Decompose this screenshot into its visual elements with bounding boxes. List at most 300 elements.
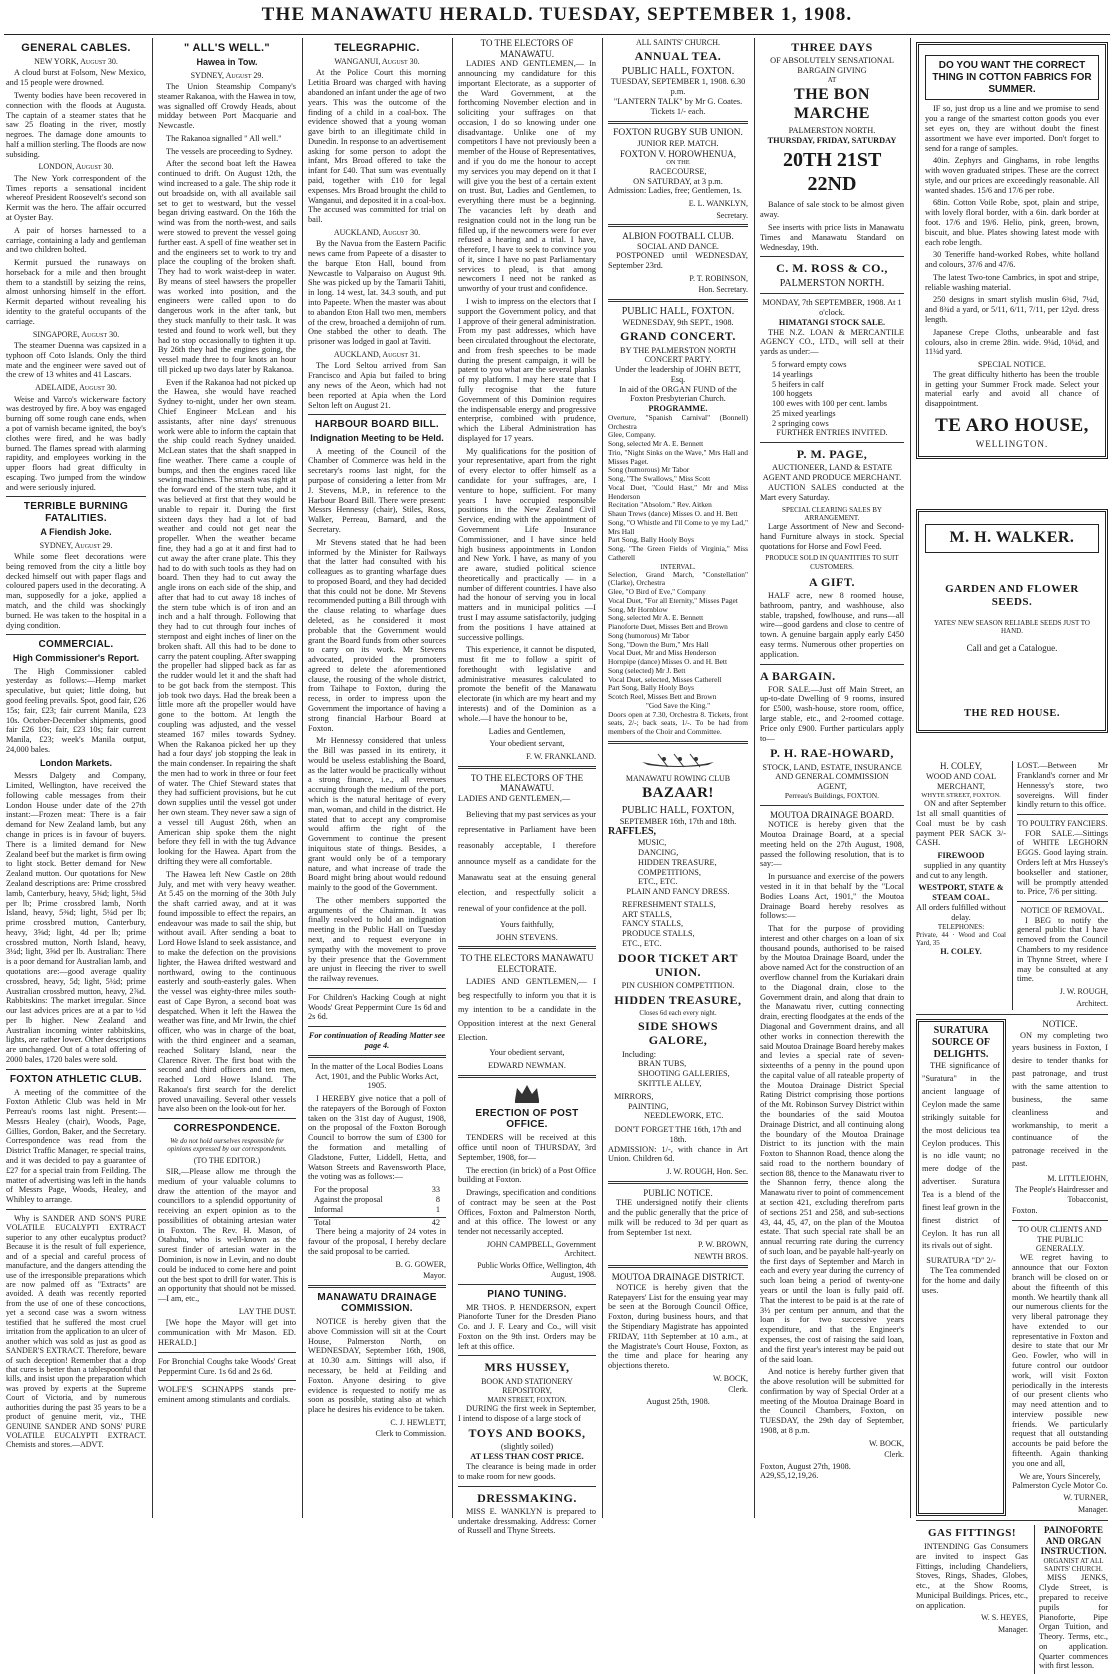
ad-list [608, 838, 748, 887]
sale-date: 22ND [807, 172, 857, 195]
subheading-london-markets: London Markets. [39, 757, 112, 768]
paragraph: NOTICE is hereby given that the Ratepayers' List for the ensuing year may be seen at the Borough Council Office, Foxton, during business hours, and that the Stipendiary Magistrate has appointed FRIDAY, 11th September at 10 a.m., at the Magistrate's Court House, Foxton, as the time and place for hearing any objections thereto. [608, 1282, 748, 1371]
ad-subtitle: BY THE PALMERSTON NORTH CONCERT PARTY. [620, 345, 736, 365]
ad-title-pianoforte: PAINOFORTE AND ORGAN INSTRUCTION. [1040, 1525, 1107, 1557]
ad-code: A29,S5,12,19,26. [760, 1471, 819, 1481]
list-item: SKITTLE ALLEY, [638, 1078, 702, 1088]
ad-text: Doors open at 7.30, Orchestra 8. Tickets, front seats, 2/-; back seats, 1/-. To be had from members of the Choir and Committee. [608, 709, 748, 736]
divider [760, 293, 904, 294]
signature: Public Works Office, Wellington, 4th August, 1908. [477, 1260, 596, 1280]
phone-yard: Wood and Coal Yard, 35 [916, 930, 1006, 948]
divider [6, 634, 146, 635]
divider [458, 766, 596, 769]
piano-ad [1034, 1525, 1108, 1674]
ad-subtitle: BOOK AND STATIONERY REPOSITORY, [481, 1376, 573, 1396]
ad-subtitle: STOCK, LAND, ESTATE, INSURANCE AND GENERAL COMMISSION AGENT, [762, 762, 902, 792]
paragraph: The New York correspondent of the Times reports a sensational incident whereof President Roosevelt's second son Kermit was the hero. The affair occurred at Oyster Bay. [6, 173, 146, 222]
gas-ad [916, 1525, 1028, 1674]
paragraph: LADIES AND GENTLEMEN,— [458, 793, 571, 803]
paragraph: A meeting of the committee of the Foxton Athletic Club was held in Mr Perreau's rooms last night. Present:—Messrs Healey (chair), Woods, Page, Gillies, Gordon, Baker, and the Secretary. Correspondence was read from the District Traffic Manager, re special trains, and it was decided to pay a guarantee of £27 for a special train from Feilding. The matter of advertising was left in the hands of Messrs Page, Woods, Healey, and Whibley to arrange. [6, 1087, 146, 1205]
paragraph: See inserts with price lists in Manawatu Times and Manawatu Standard on Wednesday, 19th. [760, 223, 904, 252]
dateline: AUCKLAND, August 30. [333, 227, 421, 237]
paragraph: The Tea commended for the home and daily uses. [922, 1266, 1000, 1295]
divider [308, 414, 446, 415]
vote-label: Total [314, 1217, 331, 1227]
paragraph: IF so, just drop us a line and we promise to send you a range of the smartest cotton goods you ever set eyes on, they are without doubt the finest assortment we have ever imported. Don't forget to send for a range of samples. [925, 104, 1099, 153]
divider [760, 256, 904, 257]
column-rule [152, 38, 153, 1518]
ad-text: DON'T FORGET THE 16th, 17th and 18th. [614, 1125, 742, 1144]
list-item: COMPETITIONS, [638, 867, 701, 877]
ad-text: Closes 6d each every night. [639, 1009, 717, 1018]
ad-date: August 25th, 1908. [646, 1396, 710, 1406]
list-item: 25 mixed yearlings [772, 408, 836, 418]
ad-title-coley: H. COLEY, [939, 761, 983, 772]
ad-price: SURATURA "D" 2/- [926, 1256, 996, 1266]
paragraph: Large Assortment of New and Second-hand Furniture always in stock. Special quotations for Horse and Fowl Feed. [760, 522, 904, 551]
paragraph: THE undersigned notify their clients and the public generally that the price of milk will be reduced to 3d per quart as from September 1st next. [608, 1198, 748, 1237]
list-item: PAINTING, [628, 1101, 669, 1111]
paragraph: Your obedient servant, [489, 739, 565, 749]
ad-text: FURTHER ENTRIES INVITED. [776, 428, 888, 438]
ad-subtitle: PLAIN AND FANCY DRESS. [626, 887, 730, 897]
programme-item: Song, selected Mr A. E. Bennett [608, 613, 704, 623]
divider [6, 496, 146, 497]
subheading: Hawea in Tow. [196, 56, 258, 67]
ad-title-gift: A GIFT. [809, 574, 855, 589]
ad-subtitle: SOCIAL AND DANCE. [637, 241, 719, 251]
divider [1012, 1220, 1108, 1221]
sale-date: 20TH [782, 149, 832, 172]
coley-ad [916, 761, 1006, 1010]
masthead-rule [4, 34, 1110, 35]
notice-heading: TO THE ELECTORS MANAWATU ELECTORATE. [460, 953, 594, 974]
paragraph: Mr Stevens stated that he had been informed by the Minister for Railways that the latter had consulted with his colleagues as to granting wharfage dues to proposed Board, and they had decided that this could not be done. Mr Stevens recommended putting a Bill through with the clause relating to wharfage dues deleted, as he considered it most probable that the Government would grant the Board funds from other sources to carry on its work. Mr Stevens advocated, provided the promoters agreed to delete the aforementioned clause, the rousing of the whole district, from Taihape to Foxton, during the recess, in order to impress upon the Government the importance of having a strong financial Harbour Board at Foxton. [308, 537, 446, 733]
signature: W. S. HEYES, [980, 1613, 1028, 1623]
ad-date: TUESDAY, SEPTEMBER 1, 1908. 6.30 p.m. [610, 77, 746, 97]
paragraph: MR THOS. P. HENDERSON, expert Pianoforte Tuner for the Dresden Piano Co. and J. F. Leary and Co., will visit Foxton on the 9th inst. Orders may be left at this office. [458, 1302, 596, 1351]
divider [308, 1285, 446, 1288]
ad-text: PRODUCE SOLD IN QUANTITIES TO SUIT CUSTOMERS. [765, 554, 899, 571]
notice-heading: In the matter of the Local Bodies Loans Act, 1901, and the Public Works Act, 1905. [310, 1061, 444, 1091]
vote-value: 8 [435, 1194, 440, 1204]
littlejohn-ad [1012, 1019, 1108, 1516]
heading-piano-tuning: PIANO TUNING. [487, 1288, 567, 1300]
dateline: LONDON, August 30. [38, 162, 114, 172]
heading-commercial: COMMERCIAL. [38, 639, 114, 651]
paragraph: The erection (in brick) of a Post Office building at Foxton. [458, 1165, 596, 1185]
programme-item: Song, "Down the Burn," Mrs Hall [608, 639, 709, 649]
ad-title-public-notice: PUBLIC NOTICE. [643, 1187, 713, 1198]
paragraph: And notice is hereby further given that the above resolution will be submitted for confirmation by way of Special Order at a meeting of the Moutoa Drainage Board in the Council Chambers, Foxton, on TUESDAY, the 29th day of September, 1908, at 8 p.m. [760, 1367, 904, 1435]
ad-town: WELLINGTON. [975, 439, 1049, 450]
ad-text: In aid of the ORGAN FUND of the Foxton Presbyterian Church. [619, 384, 737, 404]
heading-post-office: ERECTION OF POST OFFICE. [475, 1107, 579, 1131]
cotton-ad [916, 42, 1108, 459]
ad-subtitle: FIREWOOD [937, 851, 985, 861]
ad-text: SPECIAL CLEARING SALES BY ARRANGEMENT. [782, 505, 882, 522]
list-item: 2 springing cows [772, 418, 829, 428]
divider [1017, 901, 1108, 902]
programme-item: Glee, Company. [608, 430, 656, 440]
column-7 [916, 38, 1108, 1671]
programme-item: Vocal Duet, "For all Eternity," Misses Paget [608, 595, 738, 605]
ad-text: Admission: Ladies, free; Gentlemen, 1s. [608, 186, 742, 196]
ad-address: MAIN STREET, FOXTON. [487, 1395, 567, 1404]
signature: Secretary. [716, 210, 748, 220]
list-item: REFRESHMENT STALLS, [622, 899, 716, 909]
column-1 [6, 38, 146, 1518]
programme-item: Recitation "Absolom." Rev. Aitken [608, 500, 712, 510]
programme-item: Part Song, Bally Hooly Boys [608, 683, 695, 693]
paragraph: LADIES AND GENTLEMEN,— I beg respectfully to inform you that it is my intention to be a candidate in the Opposition interest at the next General Election. [458, 976, 596, 1042]
list-item: 100 hoggets [772, 389, 813, 399]
signature: Architect. [1076, 998, 1108, 1008]
heading-alls-well: " ALL'S WELL." [184, 42, 270, 54]
signature: W. BOCK, [868, 1438, 904, 1448]
paragraph: My qualifications for the position of your representative, apart from the right of every elector to offer himself as a candidate for your suffrages, are, I venture to hope, sufficient. For many years I have occupied responsible positions in the New Zealand Civil Service, ending with the appointment of Government Life Insurance Commissioner, and I have since held high business appointments in London and New York. I have, as many of you are aware, studied political science theoretically and practically — in a number of different countries. I have also had the honour of serving you in local matters and in municipal politics —I trust I may assume satisfactorily, judging from the positions I have attained at successive pollings. [458, 446, 596, 642]
paragraph: POSTPONED until WEDNESDAY, September 23rd. [608, 251, 748, 271]
paragraph: supplied in any quantity and cut to any length. [916, 860, 1006, 880]
ad-text: TELEPHONES: [937, 922, 985, 931]
ad-title-drainage-board: MOUTOA DRAINAGE BOARD. [769, 809, 895, 820]
paragraph: THE N.Z. LOAN & MERCANTILE AGENCY CO., LTD., will sell at their yards as under:— [760, 327, 904, 357]
ad-text: ADMISSION: 1/-, with chance in Art Union. Children 6d. [608, 1144, 748, 1164]
advertisement: For Children's Hacking Cough at night Woods' Great Peppermint Cure 1s 6d and 2s 6d. [308, 992, 446, 1022]
small-ads-row [916, 1525, 1108, 1674]
advertisement: WOLFE'S SCHNAPPS stands pre-eminent among stimulants and cordials. [158, 1385, 296, 1405]
ad-title-cotton: DO YOU WANT THE CORRECT THING IN COTTON FABRICS FOR SUMMER. [925, 55, 1099, 100]
paragraph: DURING the first week in September, I intend to dispose of a large stock of [458, 1403, 596, 1423]
paragraph: After the second boat left the Hawea continued to drift. On August 12th, the wind increased to a gale. The ship rode it out broadside on, with all available sail set to get to westward, but the vessel began driving eastward. On the 16th the wind was from the north-west, and sails were stowed to prevent the vessel going further east. A spell of fine weather set in and the engineers set to work to try and place the coupling of the broken shaft. They had to work waist-deep in water. By means of steel hawsers the propeller was worked into position, and the engineers were called upon to do dangerous work in the after tank, but they stuck manfully to their task. It was tested and found to work well, but they had to stop occasionally to tighten it up. By 26th they had the engines going, the vessel made three to four knots an hour till picked up two days later by Rakanoa. [158, 159, 296, 374]
signature: E. L. WANKLYN, [688, 199, 748, 209]
programme-item: Selection, Grand March, "Constellation" (Clarke), Orchestra [608, 569, 748, 588]
signature: H. COLEY. [940, 947, 982, 957]
paragraph: The Hawea left New Castle on 28th July, and met with very heavy weather. At 5.45 on the morning of the 30th July the shaft carried away, and at it was found impossible to effect the repairs, an endeavour was made to sail the ship, but without avail. After sending a boat to Lord Howe Island to seek assistance, and to make the defection on the provisions lighter, the Hawea drifted westward and northward, owing to the continuous easterly and south-easterly gales. When the vessel was eighty-three miles south-east of Cape Byron, a second boat was despatched. When it left the Hawea the weather was fine, and Mr Irwin, the chief officer, who was in charge of the boat, with the third engineer and a seaman, reached Solitary Island, near the Clarence River. The first boat with the second and third officers and ten men, reached Lord Howe Island. The Rakanoa's first search for the derelict proved unavailing. Several other vessels have also been on the look-out for her. [158, 869, 296, 1114]
programme-item: Song, Mr Hornblow [608, 604, 668, 614]
list-item: PRODUCE STALLS, [622, 929, 695, 939]
dateline: SYDNEY, August 29. [190, 70, 264, 80]
rowing-boat-icon [638, 748, 718, 770]
ad-title-rae-howard: P. H. RAE-HOWARD, [770, 746, 894, 761]
paragraph: MISS E. WANKLYN is prepared to undertake dressmaking. Address: Corner of Russell and Thyne Streets. [458, 1506, 596, 1536]
ad-pre: ALL SAINTS' CHURCH. [635, 38, 721, 47]
ad-subtitle: SPECIAL NOTICE. [978, 360, 1046, 370]
ad-title-rugby: FOXTON RUGBY SUB UNION. [613, 127, 743, 138]
vote-label: Against the proposal [314, 1194, 383, 1204]
signature: EDWARD NEWMAN. [488, 1060, 566, 1070]
column-3 [308, 38, 446, 1518]
misc-ads [1012, 761, 1108, 1010]
disclaimer: We do not hold ourselves responsible for opinions expressed by our correspondents. [167, 1137, 287, 1154]
ad-title-albion: ALBION FOOTBALL CLUB. [622, 230, 734, 241]
paragraph: There being a majority of 24 votes in favour of the proposal, I hereby declare the said proposal to be carried. [308, 1227, 446, 1256]
programme-item: Song, "O Whistle and I'll Come to ye my Lad," Mrs Hall [608, 517, 748, 536]
ad-subtitle: JUNIOR REP. MATCH. [637, 138, 719, 148]
ad-subtitle: OF ABSOLUTELY SENSATIONAL BARGAIN GIVING [770, 56, 894, 75]
heading-general-cables: GENERAL CABLES. [21, 42, 131, 54]
paragraph: Messrs Dalgety and Company, Limited, Wellington, have received the following cable messages from their London House under date of the 27th instant:—Frozen meat: There is a fair demand for New Zealand lamb, but any change in prices is in favour of buyers. There is a limited demand for New Zealand beef but the market is firm owing to light stock. Better demand for New Zealand mutton. Our quotations for New Zealand descriptions are: Prime crossbred lamb, Canterbury, heavy, 5⅜d; light, 5⅜d per lb; Prime crossbred lamb, North Island, heavy, 5⅜d; light, 5¼d per lb; prime crossbred mutton, Canterbury, heavy, 3⅝d; light, 4d per lb; prime crossbred mutton, North Island, heavy, 3¼d; light, 3⅝d per lb. Australian: There is a poor demand for Australian lamb, and quotations are:—good average quality crossbred, heavy, 5d; light, 5¼d; prime Australian crossbred mutton, heavy, 2⅞d. Rabbitskins: The market irregular. Since our last advices prices are at a par to ½d per lb higher. New Zealand and Australian incoming winter rabbitskins, lights, are rather lower. Other descriptions are unchanged. Out of a total offering of 2000 bales, 1720 bales were sold. [6, 771, 146, 1064]
notice-heading: TO THE ELECTORS OF THE MANAWATU. [470, 772, 584, 794]
paragraph: LADIES AND GENTLEMEN,— In announcing my candidature for this important Electorate, as a supporter of the Ward Government, at the forthcoming November election and in soliciting your suffrages on that occasion, I do so knowing under one disadvantage. Unlike one of my competitors I have not previously been a member of the House of Representatives, and if you do me the honour to accept my services you may depend on it that I will give you the best of a certain extent on trust. But, Ladies and Gentlemen, to everything there must be a beginning. The vacancies left by death and resignation could not in the long run be filled up, if the newcomers were for ever refused a hearing and a trial. I have, therefore, I have to seek to convince you of it, since I have no past Parliamentary services to plead, is that among newcomers I need not be ranked as unworthy of your trust and confidence. [458, 59, 596, 294]
ad-lost: LOST.—Between Mr Frankland's corner and Mr Hennessy's store, two sovereigns. Will finder kindly return to this office. [1017, 761, 1108, 810]
ad-town: PALMERSTON NORTH. [779, 277, 885, 289]
list-item: 5 forward empty cows [772, 360, 847, 370]
signature: The People's Hairdresser and Tobacconist, [1014, 1185, 1108, 1204]
ad-subtitle: WOOD AND COAL MERCHANT, [925, 771, 997, 791]
ad-date: SEPTEMBER 16th, 17th and 18th. [619, 816, 737, 826]
programme-item: Shaun Trews (dance) Misses O. and H. Bett [608, 509, 738, 519]
ad-title: SIDE SHOWS GALORE, [637, 1019, 719, 1048]
dateline: NEW YORK, August 30. [34, 56, 118, 66]
ad-address: WHYTE STREET, FOXTON. [921, 791, 1001, 799]
dateline: WANGANUI, August 30. [334, 56, 420, 66]
programme-item: Vocal Duet, Mr and Miss Henderson [608, 648, 717, 658]
ad-subtitle: (slightly soiled) [500, 1442, 554, 1452]
paragraph: [We hope the Mayor will get into communication with Mr Mason. ED. HERALD.] [158, 1318, 296, 1347]
list-item: MIRRORS, [614, 1091, 654, 1101]
programme-item: "God Save the King." [645, 700, 711, 710]
ad-title-page: P. M. PAGE, [796, 447, 868, 462]
signature: B. G. GOWER, [395, 1259, 446, 1269]
ad-text: "LANTERN TALK" by Mr G. Coates. [613, 96, 743, 106]
paragraph: THE significance of "Suratura" in the ancient language of Ceylon made the same strikingly suitable for the most delicious tea Ceylon produces. This is no idle vaunt; no mere dodge of the advertiser. Suratura Tea is a blend of the finest leaf grown in the finest district of Ceylon. It has run all its rivals out of sight. [922, 1061, 1000, 1251]
vote-row [308, 1195, 446, 1205]
programme-item: Vocal Duet, "Could Hast," Mr and Miss Henderson [608, 482, 748, 501]
paragraph: Japanese Crepe Cloths, unbearable and fast colours, also in creme 28in. wide. 9¼d, 10¼d, and 11¼d yard. [925, 327, 1099, 357]
divider [158, 1352, 296, 1353]
divider [458, 1284, 596, 1285]
ad-title-bon-marche: THE BON MARCHE [794, 85, 870, 122]
advertisement-eucalypti: Why is SANDER AND SON'S PURE VOLATILE EUCALYPTI EXTRACT superior to any other eucalyptus product? Because it is the result of full experience, and of a special and careful process of manufacture, and the dangers attending the use of the irresponsible preparations which are now palmed off as "Extracts" are avoided. A death was recently reported from the use of one of these concoctions, yet a second case was a sworn witness testified that he suffered the most cruel irritation from the application to an ulcer of another which was sold as just as good as SANDER'S EXTRACT. Therefore, beware of such deception! Remember that a drop that cures is better than a tablespoonful that kills, and insist upon the preparation which was proved by experts at the Supreme Court of Victoria, and by numerous authorities during the past 35 years to be a product of genuine merit, viz., THE GENUINE SANDER AND SONS' PURE VOLATILE EUCALYPTI EXTRACT. Chemists and stores.—ADVT. [6, 1213, 146, 1450]
ad-title-suratura: SURATURA SOURCE OF DELIGHTS. [931, 1024, 991, 1060]
signature: F. W. FRANKLAND. [526, 752, 596, 762]
signature: NEWTH BROS. [694, 1251, 748, 1261]
sale-dates [760, 149, 904, 196]
dateline: ADELAIDE, August 30. [35, 383, 117, 393]
ad-title-te-aro: TE ARO HOUSE, [935, 415, 1089, 437]
paragraph: FOR SALE.—Just off Main Street, an up-to-date Dwelling of 9 rooms, insured for £500, wash-house, store room, office, large stable, etc., and 2-roomed cottage. Price only £900. Further particulars apply to— [760, 684, 904, 743]
to-editor: (TO THE EDITOR.) [193, 1155, 261, 1165]
ad-title-ross: C. M. ROSS & CO., [776, 261, 888, 276]
paragraph: Mr Hennessy considered that unless the Bill was passed in its entirety, it would be useless establishing the Board, as the latter would be practically without a strong finance, i.e., all revenues accruing through the medium of the port, which is the natural heritage of every man, woman, and child in the district. He stated that to accept any compromise would affirm the right of the Government to continue the present iniquitous state of things. Besides, a grant would only be of a temporary nature, and what increase of trade the Board might bring about would redound mainly to the good of the Government. [308, 736, 446, 893]
divider [608, 299, 748, 302]
subheading: High Commissioner's Report. [12, 653, 140, 664]
heading-burning-fatalities: TERRIBLE BURNING FATALITIES. [23, 501, 129, 525]
ad-title-gas: GAS FITTINGS! [927, 1527, 1017, 1540]
ad-title-dressmaking: DRESSMAKING. [477, 1490, 577, 1505]
paragraph: Kermit pursued the runaways on horseback for a mile and then brought them to a standstill by seizing the reins, almost unhorsing himself in the effort. Kermit departed without revealing his identity to the grateful occupants of the carriage. [6, 258, 146, 326]
divider [1017, 814, 1108, 815]
signature: LAY THE DUST. [238, 1306, 296, 1316]
ad-subtitle: WESTPORT, STATE & STEAM COAL. [918, 883, 1004, 903]
vote-value: 33 [431, 1185, 440, 1195]
ad-subtitle: PROGRAMME. [648, 404, 708, 414]
ad-venue: PUBLIC HALL, FOXTON, [621, 804, 735, 816]
ad-town: PALMERSTON NORTH. [788, 125, 876, 135]
paragraph: Twenty bodies have been recovered in connection with the floods at Augusta. The captain of a steamer states that he saw 25 floating in the river, mostly negroes. The damage done amounts to half a million sterling. The floods are now subsiding. [6, 90, 146, 159]
divider [308, 988, 446, 989]
ad-venue: PUBLIC HALL, FOXTON. [621, 305, 735, 317]
ad-title: TOYS AND BOOKS, [468, 1426, 586, 1441]
ad-text: We are, Yours Sincerely, [1019, 1471, 1101, 1481]
continuation-note: For continuation of Reading Matter see page 4. [308, 1031, 446, 1050]
programme-item: Pianoforte Duet, Misses Bett and Brown [608, 622, 728, 632]
paragraph: Your obedient servant, [489, 1048, 565, 1058]
divider [458, 1075, 596, 1078]
subheading: Indignation Meeting to be Held. [310, 433, 444, 444]
heading-harbour-board: HARBOUR BOARD BILL. [314, 419, 440, 431]
ad-text: Call and get a Catalogue. [966, 643, 1058, 654]
divider [308, 1026, 446, 1027]
programme-interval: INTERVAL. [660, 562, 696, 571]
list-item: SHOOTING GALLERIES, [638, 1069, 730, 1079]
list-item: NEEDLEWORK, ETC. [644, 1111, 724, 1121]
programme-item: Song, selected Mr A. E. Bennett [608, 439, 704, 449]
paragraph: MISS JENKS, Clyde Street, is prepared to receive pupils for Pianoforte, Pipe Organ Tuition, and Theory. Terms, etc., on application. Quarter commences with first lesson. [1039, 1573, 1108, 1671]
ad-title: HIDDEN TREASURE, [614, 992, 742, 1007]
subheading: A Fiendish Joke. [40, 527, 112, 537]
programme-item: Song (humorous) Mr Tabor [608, 630, 690, 640]
paragraph: The steamer Duenna was capsized in a typhoon off Coto Islands. Only the third mate and the engineer were saved out of the crew of 13 whites and 41 Lascars. [6, 341, 146, 380]
column-rule [302, 38, 303, 1518]
signature: Clerk to Commission. [375, 1429, 446, 1439]
list-item: ETC., ETC. [622, 939, 662, 949]
ad-title-grand-concert: GRAND CONCERT. [620, 329, 736, 344]
ad-text: ON THE [666, 159, 690, 167]
paragraph: The clearance is being made in order to make room for new goods. [458, 1462, 596, 1481]
ad-subtitle: GARDEN AND FLOWER SEEDS. [945, 582, 1079, 608]
ad-subtitle: AUCTIONEER, LAND & ESTATE AGENT AND PRODUCE MERCHANT. [762, 463, 902, 483]
ad-text: Private, 44 · Wood and Coal Yard, 35 [916, 930, 1006, 948]
list-item: 14 yearlings [772, 369, 813, 379]
divider [308, 1055, 446, 1058]
ad-venue: RACECOURSE, [649, 166, 707, 176]
paragraph: The other members supported the arguments of the Chairman. It was finally resolved to hold an indignation meeting in the Public Hall on Tuesday next, and to request everyone in sympathy with the movement to prove by their presence that the Government are unjust in fleecing the river to swell the railway revenues. [308, 895, 446, 984]
divider [916, 1520, 1108, 1521]
ad-title-bazaar: BAZAAR! [642, 785, 714, 802]
ad-heading: RAFFLES, [608, 826, 657, 838]
divider [6, 1069, 146, 1070]
heading-correspondence: CORRESPONDENCE. [173, 1123, 281, 1135]
ad-date: ON SATURDAY, at 3 p.m. [633, 176, 723, 186]
notice-heading: TO THE ELECTORS OF MANAWATU. [480, 38, 574, 59]
ad-title-stock-sale: HIMATANGI STOCK SALE. [778, 317, 886, 327]
ad-text: All orders fulfilled without delay. [916, 903, 1006, 922]
small-ads-row [916, 1019, 1108, 1516]
ad-text: Under the leadership of JOHN BETT, Esq. [615, 365, 741, 384]
vote-row [308, 1217, 446, 1228]
paragraph: NOTICE is hereby given that the Moutoa Drainage Board, at a special meeting held on the 27th August, 1908, passed the following resolution, that is to say:— [760, 820, 904, 869]
ad-subtitle: ORGANIST AT ALL SAINTS' CHURCH. [1043, 1556, 1104, 1574]
column-6 [760, 38, 904, 1518]
divider [608, 741, 748, 744]
dateline: SINGAPORE, August 30. [32, 329, 120, 339]
ad-title-annual-tea: ANNUAL TEA. [634, 49, 722, 64]
ad-subtitle: AT LESS THAN COST PRICE. [470, 1452, 584, 1462]
column-rule [910, 38, 911, 1518]
suratura-ad [916, 1019, 1006, 1516]
paragraph: The latest Two-tone Cambrics, in spot and stripe, reliable washing material. [925, 272, 1099, 292]
ad-date: WEDNESDAY, 9th SEPT., 1908. [622, 317, 734, 327]
signature: Palmerston Cycle Motor Co. [1012, 1481, 1108, 1491]
programme-item: Song, "The Swallows," Miss Scott [608, 474, 711, 484]
ad-title: DOOR TICKET ART UNION. [618, 950, 738, 979]
vote-row [308, 1185, 446, 1195]
paragraph: 30 Teneriffe hand-worked Robes, white holland and colours, 37/6 and 47/6. [925, 250, 1099, 270]
paragraph: A pair of horses harnessed to a carriage, containing a lady and gentleman and two children bolted. [6, 225, 146, 255]
paragraph: TENDERS will be received at this office until noon of THURSDAY, 3rd September, 1908, for— [458, 1133, 596, 1162]
divider [6, 1209, 146, 1210]
paragraph: NOTICE is hereby given that the above Commission will sit at the Court House, Palmerston North, on WEDNESDAY, September 16th, 1908, at 10.30 a.m. Sittings will also, if necessary, be held at Feilding and Foxton. Anyone desiring to give evidence is requested to notify me as soon as possible, stating also at which place he desires his evidence to be taken. [308, 1317, 446, 1415]
ad-title-walker: M. H. WALKER. [925, 524, 1099, 553]
signature: Manager. [998, 1624, 1028, 1634]
paragraph: The Lord Seltou arrived from San Francisco and Apia but failed to bring any news of the Aeon, which had not been reported at Apia when the Lord Selton left on August 21. [308, 361, 446, 410]
paragraph: HALF acre, new 8 roomed house, bathroom, pantry, and washhouse, also stable, trapshed, fowlhouse, and runs—all wire—good gardens and close to centre of town. A genuine bargain apply early £450 easy terms. Numerous other properties on application. [760, 591, 904, 659]
masthead: THE MANAWATU HERALD. TUESDAY, SEPTEMBER 1, 1908. [261, 4, 853, 25]
signature: JOHN STEVENS. [496, 932, 558, 942]
paragraph: In pursuance and exercise of the powers vested in it in that behalf by the "Local Bodies Loans Act, 1901," the Moutoa Drainage Board hereby resolves as follows:— [760, 872, 904, 921]
divider [608, 1265, 748, 1268]
signature: C. J. HEWLETT, [390, 1417, 446, 1427]
paragraph: I wish to impress on the electors that I support the Government policy, and that I approve of their general administration. From my past addresses, which have been circulated throughout the electorate, and from fresh speeches to be made during the present campaign, it will be patent to you what are the several planks of my platform. I may here state that I fully recognise that the future Government of this Dominion requires the indispensable energy and progressive enterprise, combined with prudence, which the Liberal Administration has displayed for 17 years. [458, 296, 596, 443]
paragraph: The vessels are proceeding to Sydney. [166, 146, 293, 156]
programme-item: Vocal Duet, selected, Misses Catherell [608, 674, 722, 684]
divider [158, 1380, 296, 1381]
dateline: AUCKLAND, August 31. [333, 349, 421, 359]
paragraph: I HEREBY give notice that a poll of the ratepayers of the Borough of Foxton taken on the 31st day of August, 1908, on the proposal of the Foxton Borough Council to borrow the sum of £300 for the formation and metalling of Gladstone, Futter, Liddell, Hetta, and Watson Streets and Ravensworth Place, the voting was as follows:— [308, 1094, 446, 1182]
ad-list [608, 1059, 748, 1088]
heading-telegraphic: TELEGRAPHIC. [334, 42, 420, 54]
list-item: MUSIC, [638, 838, 667, 848]
paragraph: AUCTION SALES conducted at the Mart every Saturday. [760, 482, 904, 502]
programme-item: Overture, "Spanish Carnival" (Bonnell) Orchestra [608, 413, 748, 431]
small-ads-row [916, 761, 1108, 1010]
list-item: FANCY STALLS, [622, 919, 684, 929]
paragraph: Ladies and Gentlemen, [488, 726, 566, 736]
paragraph: The High Commissioner cabled yesterday as follows:—Hemp market speculative, but quiet; little doing, but good feeling prevails. Spot, good fair, £26 15s; fair, £23; fair current Manila, £23 10s. October-December shipments, good fair £26 10s; fair, £23 10s; fair current Manila, £23; week's Manila output, 24,000 bales. [6, 666, 146, 754]
vote-label: For the proposal [314, 1185, 369, 1195]
paragraph: Believing that my past services as your representative in Parliament have been reasonably acceptable, I therefore announce myself as a candidate for the Manawatu seat at the ensuing general election, and respectfully solicit a renewal of your confidence at the poll. [458, 809, 596, 914]
signature: JOHN CAMPBELL, Government Architect. [486, 1240, 596, 1259]
paragraph: SIR,—Please allow me through the medium of your valuable columns to draw the attention of the mayor and councillors to a splendid opportunity of receiving an expert opinion as to the possibilities of obtaining artesian water in Foxton. The Rev. H. Mason, of Otahuhu, who is well-known as the surest finder of artesian water in the Dominion, is now in Levin, and no doubt could be induced to come here and point out the best spot to drill for water. This is an opportunity that should not be missed.—I am, etc., [158, 1167, 296, 1304]
signature: Hon. Secretary. [698, 285, 748, 295]
list-item: 5 heifers in calf [772, 379, 824, 389]
sale-date: 21ST [836, 149, 881, 172]
ad-title-poultry: TO POULTRY FANCIERS. [1017, 819, 1108, 829]
dateline: SYDNEY, August 29. [39, 540, 113, 550]
paragraph: ON and after September 1st all small quantities of Coal must be by cash payment PER SACK 3/- CASH. [916, 799, 1006, 848]
divider [760, 664, 904, 665]
list-item: ART STALLS, [622, 909, 672, 919]
paragraph: Even if the Rakanoa had not picked up the Hawea, she would have reached Sydney to-night, under her own steam. Chief Engineer McLean and his assistants, after nine days' strenuous work were able to inform the captain that the ship could reach Sydney unaided. McLean states that the shaft snapped in fine weather. There came a couple of bumps, and then the engines raced like sewing machines. The smash was right at the forward end of the stern tube, and it was believed at first that they would be unable to repair it. During the first sixteen days they had a lot of bad weather and could not get near the propeller. When the weather became fine, they had a go at it and first had to cut away the after crane plate. This they had to do with such tools as they had on board. Then they had to cut away the angle irons on each side of the ship, and after that had to cut away 18 inches of the stern tube which is of iron and an inch and a half through. Following that they had to cut through four inches of sternpost and eight inches of liner on the broken shaft. All this had to be done to carry the patent coupling. After swapping the propeller had slipped back as far as the rudder would let it and the shaft had to be got back from the sternpost. This job took two days. Had the break been a little more aft the propeller would have gone to the bottom. At length the coupling was adjusted, and the vessel steamed 167 miles towards Sydney. When the Rakanoa picked her up they had a four days' job stopping the leak in the main condenser. In repairing the shaft the men had to work in three or four feet of water. The Chief Steward states that they had sufficient provisions, but he cut down supplies until the vessel got under her own steam. They never saw a sign of a vessel till August 26th, when an American ship spoke them the night before they fell in with the tug Advance looking for the Hawea. Apart from the drifting they were all comfortable. [158, 377, 296, 866]
crown-emblem-icon [512, 1082, 542, 1104]
paragraph: Yours faithfully, [500, 919, 554, 929]
programme-item: Song (humorous) Mr Tabor [608, 465, 690, 475]
paragraph: Weise and Varco's wickerware factory was destroyed by fire. A boy was engaged burning off some rough cane ends, when a pot of varnish became ignited, the boy's clothes were fired, and he was badly burned. The flames spread with alarming rapidity, and employees working in the upper floors had great difficulty in escaping. Two jumped from the window and were seriously injured. [6, 394, 146, 492]
paragraph: 250 designs in smart stylish muslin 6¾d, 7¼d, and 8¾d a yard, or 5/11, 6/11, 7/11, per 12yd. dress length. [925, 295, 1099, 325]
paragraph: The Rakanoa signalled " All well." [166, 133, 282, 143]
ad-date: THURSDAY, FRIDAY, SATURDAY [767, 135, 897, 145]
divider [608, 121, 748, 124]
ad-text: YATES' NEW SEASON RELIABLE SEEDS JUST TO HAND. [934, 618, 1090, 636]
divider [760, 805, 904, 806]
stock-list [760, 360, 904, 428]
signature: J. W. ROUGH, Hon. Sec. [666, 1167, 748, 1177]
signature: Foxton. [1012, 1206, 1038, 1216]
column-rule [754, 38, 755, 1518]
walker-ad [916, 509, 1108, 733]
